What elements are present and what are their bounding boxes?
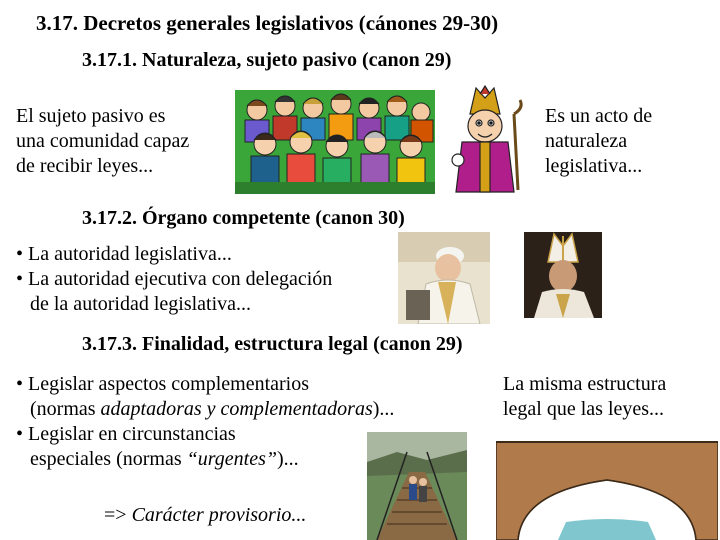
bullet-executive-authority-cont: de la autoridad legislativa... (30, 293, 252, 315)
bullet-complementary: • Legislar aspectos complementarios (16, 373, 310, 395)
page-title: 3.17. Decretos generales legislativos (cánones 29-30) (36, 11, 499, 35)
right-line-3: legislativa... (545, 155, 643, 177)
arch-bridge-icon (496, 440, 718, 540)
provisional-character-emphasis: Carácter provisorio... (131, 504, 307, 526)
complementary-norms-emphasis: adaptadoras y complementadoras (100, 398, 373, 420)
bullet-special-detail: especiales (normas “urgentes”)... (30, 448, 299, 470)
pope-photo (398, 232, 490, 324)
section-3-heading: 3.17.3. Finalidad, estructura legal (canon 29) (82, 333, 463, 355)
section-1-right-text (545, 104, 652, 179)
bullet-executive-authority: • La autoridad ejecutiva con delegación (16, 268, 333, 290)
same-structure-line-1: La misma estructura (503, 373, 667, 395)
crowd-illustration (235, 90, 435, 194)
right-line-2: naturaleza (545, 130, 628, 152)
section-1-heading: 3.17.1. Naturaleza, sujeto pasivo (canon 29) (82, 49, 452, 71)
bishop-photo (524, 232, 602, 318)
left-line-1: El sujeto pasivo es (16, 105, 166, 127)
bullet-complementary-detail: (normas adaptadoras y complementadoras)... (30, 398, 395, 420)
section-3-bullets (16, 372, 394, 472)
conclusion-text: => Carácter provisorio... (104, 504, 307, 526)
section-1-left-text (16, 104, 189, 179)
left-line-2: una comunidad capaz (16, 130, 190, 152)
section-2-heading: 3.17.2. Órgano competente (canon 30) (82, 207, 405, 229)
urgent-norms-emphasis: “urgentes” (186, 448, 277, 470)
bullet-special-circumstances: • Legislar en circunstancias (16, 423, 236, 445)
section-3-right-text (503, 372, 666, 422)
section-2-bullets (16, 242, 332, 317)
bishop-cartoon (440, 84, 530, 194)
bridge-photo (367, 432, 467, 540)
left-line-3: de recibir leyes... (16, 155, 154, 177)
bullet-legislative-authority: • La autoridad legislativa... (16, 243, 232, 265)
right-line-1: Es un acto de (545, 105, 653, 127)
same-structure-line-2: legal que las leyes... (503, 398, 665, 420)
